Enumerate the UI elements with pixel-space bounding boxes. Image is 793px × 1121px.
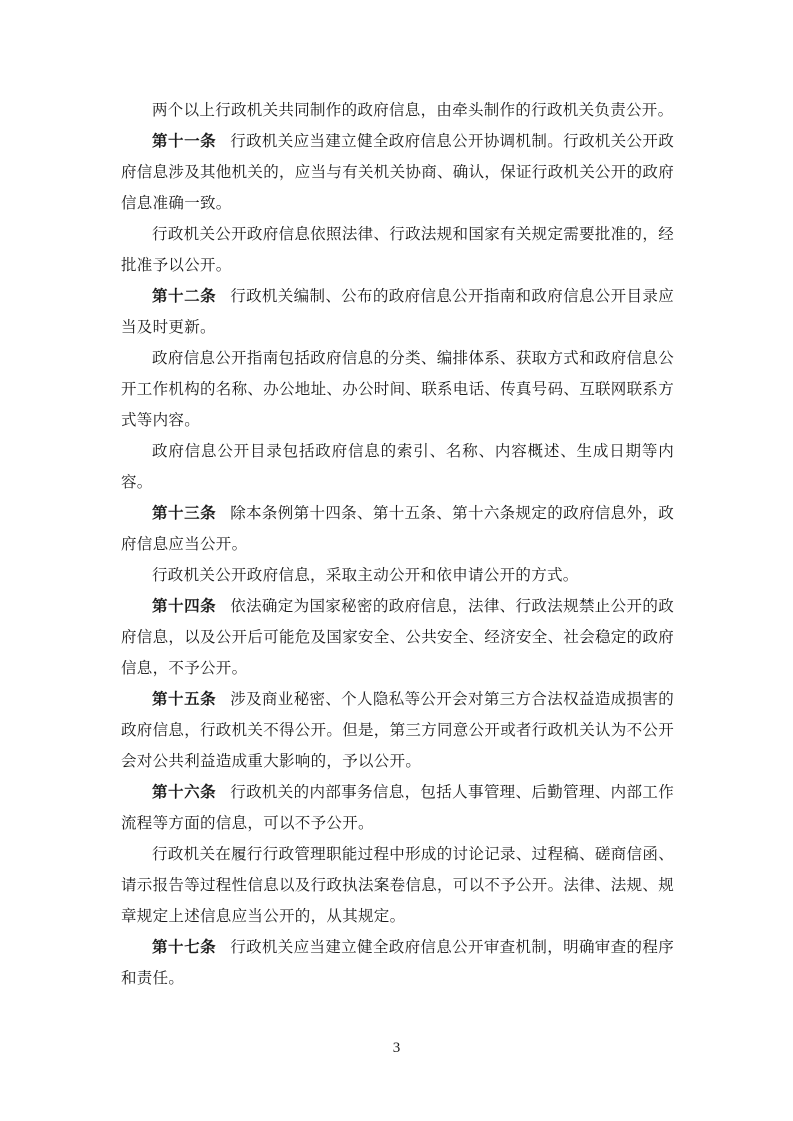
paragraph	[121, 126, 674, 219]
paragraph	[121, 343, 674, 436]
paragraph	[121, 932, 674, 994]
paragraph-text: 行政机关的内部事务信息，包括人事管理、后勤管理、内部工作流程等方面的信息，可以不予公开。	[121, 783, 674, 832]
paragraph-text: 政府信息公开指南包括政府信息的分类、编排体系、获取方式和政府信息公开工作机构的名称、办公地址、办公时间、联系电话、传真号码、互联网联系方式等内容。	[121, 349, 675, 429]
paragraph-text: 行政机关公开政府信息，采取主动公开和依申请公开的方式。	[152, 566, 579, 584]
paragraph	[121, 281, 674, 343]
paragraph	[121, 95, 674, 126]
paragraph	[121, 560, 674, 591]
paragraph-text: 行政机关应当建立健全政府信息公开协调机制。行政机关公开政府信息涉及其他机关的，应当与有关机关协商、确认，保证行政机关公开的政府信息准确一致。	[121, 132, 675, 212]
paragraph-text: 政府信息公开目录包括政府信息的索引、名称、内容概述、生成日期等内容。	[121, 442, 674, 491]
paragraph-text: 行政机关编制、公布的政府信息公开指南和政府信息公开目录应当及时更新。	[121, 287, 674, 336]
paragraph	[121, 498, 674, 560]
paragraph-text: 两个以上行政机关共同制作的政府信息，由牵头制作的行政机关负责公开。	[152, 101, 674, 119]
article-number: 第十二条	[152, 287, 217, 305]
paragraph-text: 行政机关公开政府信息依照法律、行政法规和国家有关规定需要批准的，经批准予以公开。	[121, 225, 674, 274]
document-body	[121, 95, 674, 994]
paragraph-text: 行政机关应当建立健全政府信息公开审查机制，明确审查的程序和责任。	[121, 938, 674, 987]
paragraph	[121, 436, 674, 498]
article-number: 第十四条	[152, 597, 217, 615]
paragraph	[121, 684, 674, 777]
article-number: 第十六条	[152, 783, 217, 801]
article-number: 第十五条	[152, 690, 217, 708]
paragraph-text: 涉及商业秘密、个人隐私等公开会对第三方合法权益造成损害的政府信息，行政机关不得公开。但是，第三方同意公开或者行政机关认为不公开会对公共利益造成重大影响的，予以公开。	[121, 690, 675, 770]
page-number: 3	[392, 1040, 401, 1056]
paragraph	[121, 777, 674, 839]
paragraph-text: 除本条例第十四条、第十五条、第十六条规定的政府信息外，政府信息应当公开。	[121, 504, 674, 553]
paragraph	[121, 219, 674, 281]
article-number: 第十一条	[152, 132, 217, 150]
article-number: 第十三条	[152, 504, 217, 522]
paragraph-text: 行政机关在履行行政管理职能过程中形成的讨论记录、过程稿、磋商信函、请示报告等过程性信息以及行政执法案卷信息，可以不予公开。法律、法规、规章规定上述信息应当公开的，从其规定。	[121, 845, 675, 925]
paragraph	[121, 591, 674, 684]
article-number: 第十七条	[152, 938, 217, 956]
paragraph	[121, 839, 674, 932]
paragraph-text: 依法确定为国家秘密的政府信息，法律、行政法规禁止公开的政府信息，以及公开后可能危及国家安全、公共安全、经济安全、社会稳定的政府信息，不予公开。	[121, 597, 675, 677]
